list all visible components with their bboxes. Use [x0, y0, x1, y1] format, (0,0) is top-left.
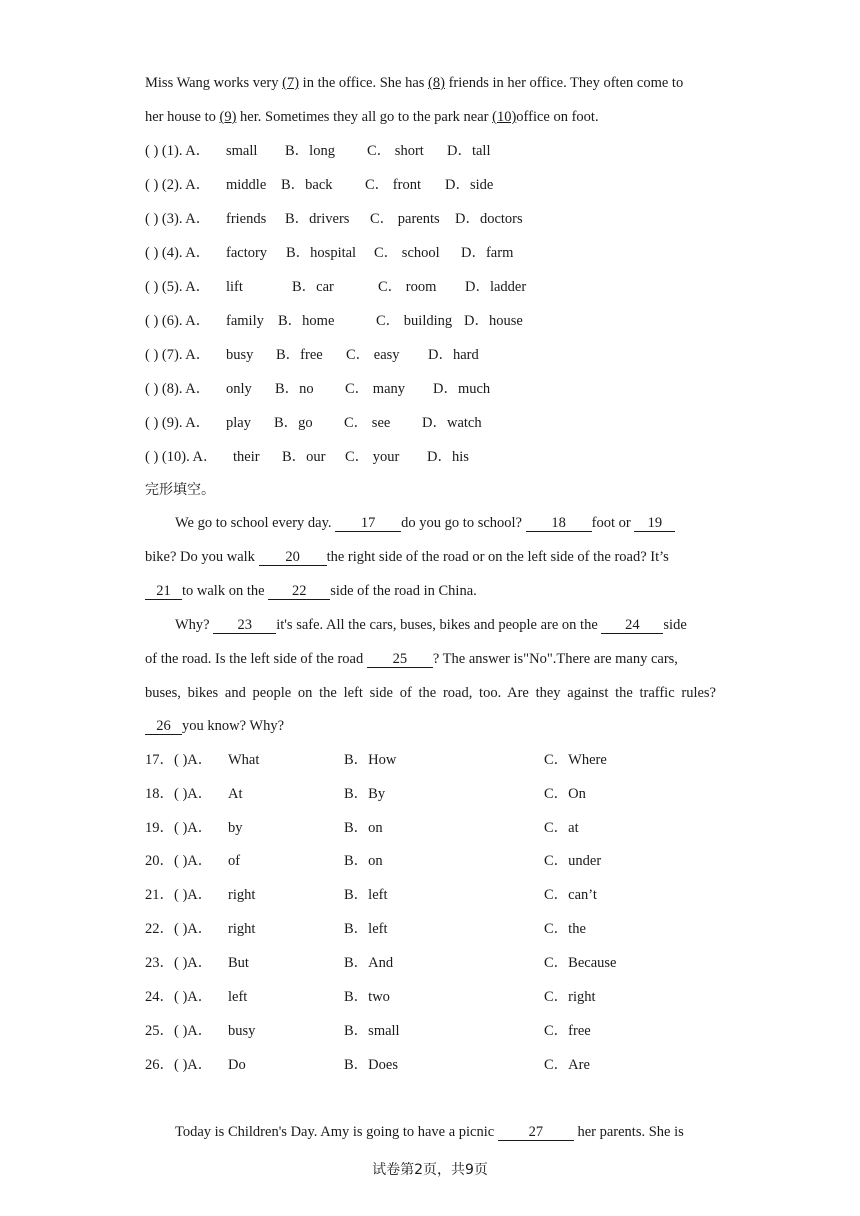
question-number: 19．( )A． [145, 820, 213, 836]
option-c: C．free [544, 1023, 591, 1039]
blank-8: (8) [428, 75, 445, 91]
question-number: ( ) (10). A． [145, 449, 218, 465]
blank-10: (10) [492, 109, 517, 125]
blank-21: 21 [145, 583, 182, 600]
question-number: 21．( )A． [145, 887, 213, 903]
blank-25: 25 [367, 651, 433, 668]
option-c: C．Where [544, 752, 607, 768]
question-number: ( ) (1). A． [145, 143, 211, 159]
option-c: C． school [374, 245, 440, 261]
option-d: D．much [433, 381, 491, 397]
option-c: C． room [378, 279, 437, 295]
option-a: What [228, 752, 260, 768]
option-a: their [233, 449, 260, 465]
option-b: B．How [344, 752, 397, 768]
question-number: 24．( )A． [145, 989, 213, 1005]
question-number: ( ) (8). A． [145, 381, 211, 397]
question-number: ( ) (5). A． [145, 279, 211, 295]
passage3-line1: Today is Children's Day. Amy is going to have a picnic 27 her parents. She is [175, 1124, 684, 1140]
option-d: D．watch [422, 415, 482, 431]
option-c: C． front [365, 177, 421, 193]
section-title: 完形填空。 [145, 482, 215, 498]
option-a: lift [226, 279, 243, 295]
option-c: C． building [376, 313, 453, 329]
option-a: factory [226, 245, 268, 261]
passage2-line4: Why? 23 it's safe. All the cars, buses, bikes and people are on the 24 side [175, 617, 687, 633]
passage2-line3: 21 to walk on the 22 side of the road in China. [145, 581, 477, 601]
option-b: B．on [344, 820, 383, 836]
option-a: busy [226, 347, 254, 363]
passage2-line7: 26 you know? Why? [145, 716, 284, 736]
option-c: C．under [544, 853, 602, 869]
option-a: family [226, 313, 264, 329]
option-d: D．his [427, 449, 469, 465]
question-number: 26．( )A． [145, 1057, 213, 1073]
option-c: C． easy [346, 347, 400, 363]
option-a: play [226, 415, 251, 431]
option-a: Do [228, 1057, 246, 1073]
option-b: B．drivers [285, 211, 350, 227]
blank-17: 17 [335, 515, 401, 532]
option-c: C． many [345, 381, 406, 397]
option-b: B．back [281, 177, 333, 193]
option-d: D．ladder [465, 279, 527, 295]
option-d: D．doctors [455, 211, 523, 227]
option-c: C．the [544, 921, 586, 937]
blank-19: 19 [634, 515, 675, 532]
question-number: ( ) (6). A． [145, 313, 211, 329]
option-b: B．car [292, 279, 334, 295]
option-a: friends [226, 211, 267, 227]
option-b: B．By [344, 786, 386, 802]
question-number: 23．( )A． [145, 955, 213, 971]
blank-23: 23 [213, 617, 276, 634]
question-number: 25．( )A． [145, 1023, 213, 1039]
question-number: 17．( )A． [145, 752, 213, 768]
option-b: B．our [282, 449, 326, 465]
blank-24: 24 [601, 617, 663, 634]
question-number: 18．( )A． [145, 786, 213, 802]
passage1-line1: Miss Wang works very (7) in the office. She has (8) friends in her office. They often come to [145, 75, 684, 91]
option-a: small [226, 143, 258, 159]
option-b: B．no [275, 381, 314, 397]
blank-26: 26 [145, 718, 182, 735]
option-b: B．left [344, 921, 388, 937]
option-d: D．hard [428, 347, 479, 363]
option-b: B．And [344, 955, 394, 971]
option-b: B．small [344, 1023, 400, 1039]
option-d: D．farm [461, 245, 514, 261]
passage2-line5: of the road. Is the left side of the road 25 ? The answer is"No".There are many cars, [145, 651, 678, 667]
passage2-line2: bike? Do you walk 20 the right side of the road or on the left side of the road? It’s [145, 549, 669, 565]
option-b: B．on [344, 853, 383, 869]
option-a: right [228, 921, 256, 937]
option-b: B．free [276, 347, 323, 363]
option-c: C．On [544, 786, 586, 802]
passage2-line1: We go to school every day. 17 do you go to school? 18 foot or 19 [175, 513, 675, 533]
option-a: At [228, 786, 243, 802]
option-c: C． your [345, 449, 400, 465]
option-c: C．at [544, 820, 579, 836]
option-b: B．Does [344, 1057, 398, 1073]
option-a: by [228, 820, 243, 836]
passage2-line6: buses, bikes and people on the left side of the road, too. Are they against the traffic rules? [145, 685, 716, 701]
option-b: B．hospital [286, 245, 357, 261]
option-c: C．right [544, 989, 596, 1005]
option-a: middle [226, 177, 267, 193]
question-number: ( ) (2). A． [145, 177, 211, 193]
option-d: D．house [464, 313, 523, 329]
option-a: only [226, 381, 252, 397]
option-a: of [228, 853, 241, 869]
page-footer: 试卷第2页，共9页 [372, 1162, 488, 1178]
option-b: B．two [344, 989, 390, 1005]
blank-27: 27 [498, 1124, 574, 1141]
option-b: B．long [285, 143, 335, 159]
blank-9: (9) [219, 109, 237, 125]
question-number: ( ) (9). A． [145, 415, 211, 431]
option-a: right [228, 887, 256, 903]
question-number: ( ) (3). A． [145, 211, 211, 227]
option-c: C． short [367, 143, 424, 159]
blank-20: 20 [259, 549, 327, 566]
option-d: D．tall [447, 143, 491, 159]
option-c: C．Because [544, 955, 617, 971]
option-c: C．Are [544, 1057, 590, 1073]
option-b: B．go [274, 415, 313, 431]
option-a: busy [228, 1023, 256, 1039]
option-b: B．left [344, 887, 388, 903]
question-number: 22．( )A． [145, 921, 213, 937]
option-a: But [228, 955, 249, 971]
blank-22: 22 [268, 583, 330, 600]
question-number: ( ) (4). A． [145, 245, 211, 261]
option-c: C． see [344, 415, 391, 431]
option-c: C．can’t [544, 887, 597, 903]
option-a: left [228, 989, 248, 1005]
passage1-line2: her house to (9) her. Sometimes they all go to the park near (10)office on foot. [145, 109, 599, 125]
option-b: B．home [278, 313, 335, 329]
question-number: ( ) (7). A． [145, 347, 211, 363]
blank-18: 18 [526, 515, 592, 532]
option-c: C． parents [370, 211, 440, 227]
question-number: 20．( )A． [145, 853, 213, 869]
blank-7: (7) [282, 75, 300, 91]
option-d: D．side [445, 177, 494, 193]
